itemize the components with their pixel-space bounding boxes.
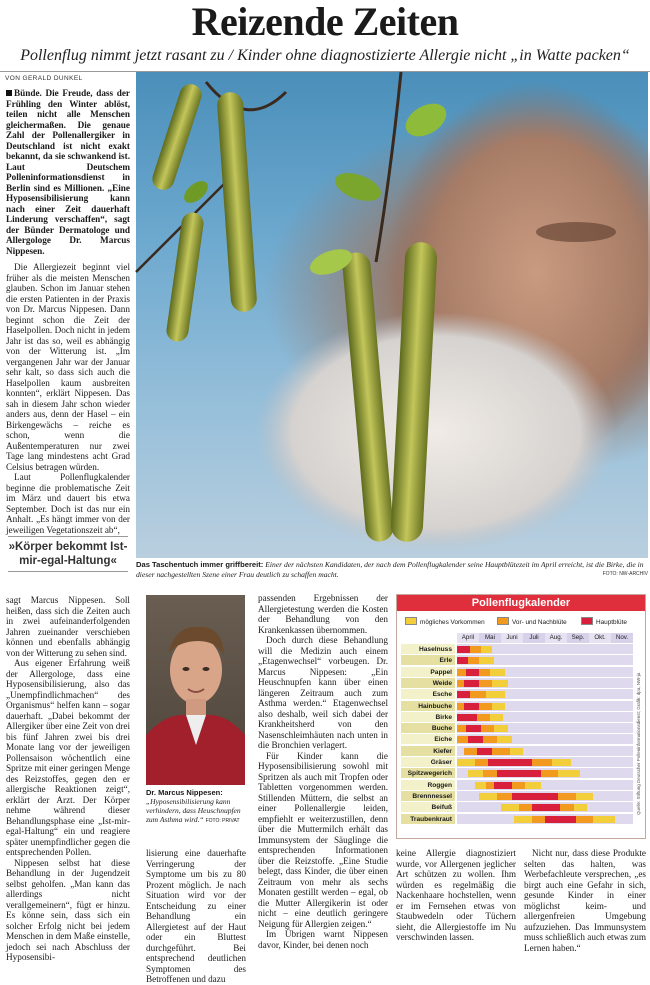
pollen-period-bar (488, 759, 532, 766)
plant-name: Roggen (401, 780, 455, 791)
pollen-period-bar (541, 770, 559, 777)
calendar-row (401, 814, 633, 825)
calendar-month-label: Nov. (611, 633, 633, 643)
pollen-period-bar (457, 646, 470, 653)
paragraph: Nicht nur, dass diese Produkte selten das halten, was Werbefachleute versprechen, „es birgt auch eine Gefahr in sich, gesunde Kinder in einer möglichst keim- und allergenfreien Umgebung aufzuziehen. Das Immunsystem muss schließlich auch etwas zum Lernen haben.“ (524, 848, 646, 953)
calendar-month-label: Juni (501, 633, 523, 643)
pollen-period-bar (560, 804, 573, 811)
calendar-track (457, 667, 633, 678)
calendar-row (401, 802, 633, 813)
pollen-period-bar (457, 725, 466, 732)
pollen-period-bar (457, 759, 475, 766)
column-1-bottom (6, 595, 130, 963)
legend-item: Vor- und Nachblüte (497, 617, 567, 627)
plant-name: Erle (401, 655, 455, 666)
square-marker-icon (6, 90, 12, 96)
pollen-period-bar (497, 793, 512, 800)
paragraph: Doch durch diese Behandlung will die Medizin auch einem „Etagenwechsel“ vorbeugen. Dr. Marcus Nippesen: „Ein Heuschnupfen kann über einen längeren Zeitraum auch zum Asthma werden.“ Etagenwechsel also deshalb, weil sich dabei der Krankheitsherd von den Nasenschleimhäuten nach unten in die Bronchien verlagert. (258, 635, 388, 750)
calendar-track (457, 723, 633, 734)
pull-quote: »Körper bekommt Ist-mir-egal-Haltung« (8, 536, 128, 572)
plant-name: Kiefer (401, 746, 455, 757)
calendar-row (401, 757, 633, 768)
pollen-period-bar (479, 669, 490, 676)
calendar-track (457, 712, 633, 723)
calendar-month-label: Juli (523, 633, 545, 643)
calendar-track (457, 689, 633, 700)
pollen-period-bar (492, 748, 510, 755)
legend-item: Hauptblüte (581, 617, 627, 627)
calendar-row (401, 723, 633, 734)
pollen-period-bar (532, 759, 552, 766)
legend-swatch (405, 617, 417, 625)
column-2-bottom (146, 848, 246, 985)
pollen-calendar (396, 594, 646, 839)
plant-name: Esche (401, 689, 455, 700)
pollen-period-bar (481, 646, 492, 653)
pollen-period-bar (574, 804, 587, 811)
plant-name: Traubenkraut (401, 814, 455, 825)
calendar-track (457, 734, 633, 745)
calendar-track (457, 768, 633, 779)
pollen-period-bar (470, 691, 485, 698)
pollen-period-bar (479, 657, 494, 664)
calendar-track (457, 746, 633, 757)
plant-name: Pappel (401, 667, 455, 678)
plant-name: Birke (401, 712, 455, 723)
pollen-period-bar (525, 782, 540, 789)
column-3 (258, 593, 388, 950)
paragraph: Für Kinder kann die Hyposensibilisierung sowohl mit Spritzen als auch mit Tropfen oder Tabletten vorgenommen werden. Stillenden Müttern, die selbst an einer Pollenallergie leiden, empfiehlt er weiterzustillen, denn über die Muttermilch erhält das Immunsystem der Säuglinge die entsprechenden Informationen über die Reizstoffe. „Eine Studie belegt, dass Kinder, die über einen Zeitraum von mehr als sechs Monaten gestillt werden – egal, ob die Mutter Allergikerin ist oder nicht – eine deutlich geringere Neigung für Allergien zeigen.“ (258, 750, 388, 929)
caption-body: Einer der nächsten Kandidaten, der nach dem Pollenflugkalender seine Hauptblütezeit im April erreicht, ist die Birke, die in dieser nachgestellten Szene einer Frau deutlich zu schaffen macht. (136, 560, 644, 579)
pollen-period-bar (457, 691, 470, 698)
plant-name: Beifuß (401, 802, 455, 813)
calendar-track (457, 791, 633, 802)
paragraph: Aus eigener Erfahrung weiß der Allergologe, dass eine Hyposensibilisierung, also das „Unempfindlichmachen“ des Organismus“ helfen kann – sogar dauerhaft. „Dabei bekommt der Allergiker über eine Zeit von drei bis fünf Jahren zwei bis drei Monate lang vor der jeweiligen Pollensaison wöchentlich eine Spritze mit einer geringen Menge des Reizstoffes, gegen den er allergische Reaktionen zeigt“, erklärt der Arzt. Der Körper nehme während dieser Behandlungsphase eine „Ist-mir-egal-Haltung“ ein und reagiere später unempfindlicher gegen die entsprechenden Pollen. (6, 658, 130, 857)
paragraph: sagt Marcus Nippesen. Soll heißen, dass sich die Zeiten auch in zwei aufeinanderfolgenden Jahren zueinander verschieben können und ebenfalls abhängig von der Witterung zu sehen sind. (6, 595, 130, 658)
plant-name: Spitzwegerich (401, 768, 455, 779)
birch-catkins-photo (136, 72, 648, 558)
calendar-track (457, 757, 633, 768)
pollen-period-bar (475, 759, 488, 766)
pollen-period-bar (479, 703, 492, 710)
pollen-period-bar (492, 680, 507, 687)
portrait-illustration (146, 595, 245, 785)
legend-item: mögliches Vorkommen (405, 617, 485, 627)
pollen-period-bar (457, 714, 477, 721)
calendar-row (401, 712, 633, 723)
pollen-period-bar (545, 816, 576, 823)
pollen-period-bar (466, 669, 479, 676)
pollen-period-bar (468, 770, 483, 777)
pollen-period-bar (457, 657, 468, 664)
paragraph: keine Allergie diagnostiziert wurde, vor Allergenen jeglicher Art schützen zu wollen. Ihm würden es regelmäßig die Nackenhaare hochstellen, wenn er im Fernsehen etwas von Staubwedeln oder Tüchern sieht, die Allergiestoffe im Nu verschwinden lassen. (396, 848, 516, 942)
pollen-period-bar (512, 782, 525, 789)
pollen-period-bar (558, 793, 576, 800)
calendar-row (401, 768, 633, 779)
pollen-period-bar (494, 782, 512, 789)
photo-caption (136, 560, 648, 580)
pollen-period-bar (593, 816, 615, 823)
paragraph: Nippesen selbst hat diese Behandlung in der Jugendzeit selbst geholfen. „Man kann das allerdings nicht verallgemeinern“, fügt er hinzu. Es könne sein, dass sich ein solcher Erfolg nicht bei jedem Menschen in dem Maße einstelle, jedoch sei nach Abschluss der Hyposensibi- (6, 857, 130, 962)
calendar-track (457, 814, 633, 825)
pollen-period-bar (492, 703, 505, 710)
calendar-month-label: Sep. (567, 633, 589, 643)
paragraph: passenden Ergebnissen der Allergietestung werden die Kosten der Behandlung von den Krankenkassen übernommen. (258, 593, 388, 635)
legend-swatch (497, 617, 509, 625)
pollen-period-bar (497, 736, 512, 743)
pollen-period-bar (481, 725, 494, 732)
paragraph: Im Übrigen warnt Nippesen davor, Kinder, bei denen noch (258, 929, 388, 950)
pollen-period-bar (576, 793, 594, 800)
birch-catkins-illustration (136, 72, 648, 558)
pollen-period-bar (494, 725, 507, 732)
photo-credit: FOTO: NW-ARCHIV (602, 571, 648, 577)
byline: VON GERALD DUNKEL (5, 75, 83, 82)
calendar-track (457, 780, 633, 791)
portrait-quote: „Hyposensibilisierung kann verhindern, dass Heuschnupfen zum Asthma wird.“ (146, 797, 241, 824)
pollen-period-bar (479, 793, 497, 800)
pollen-period-bar (468, 657, 479, 664)
pollen-period-bar (514, 816, 532, 823)
pollen-period-bar (501, 804, 519, 811)
portrait-credit: FOTO: PRIVAT (205, 818, 240, 824)
paragraph: Laut Pollenflugkalender beginne die problematische Zeit im März und dauert bis etwa September. Doch ist das nur ein Anhalt. „Es hängt immer von der jeweiligen Vegetationszeit ab“, (6, 472, 130, 535)
calendar-row (401, 746, 633, 757)
calendar-row (401, 701, 633, 712)
pollen-period-bar (464, 680, 479, 687)
portrait-caption (146, 788, 246, 826)
calendar-legend (401, 615, 643, 629)
plant-name: Weide (401, 678, 455, 689)
pollen-period-bar (552, 759, 572, 766)
pollen-period-bar (477, 714, 490, 721)
pollen-period-bar (576, 816, 594, 823)
pollen-period-bar (486, 782, 495, 789)
pollen-period-bar (470, 646, 481, 653)
calendar-row (401, 678, 633, 689)
plant-name: Haselnuss (401, 644, 455, 655)
calendar-row (401, 780, 633, 791)
pollen-period-bar (464, 748, 477, 755)
calendar-track (457, 678, 633, 689)
pollen-period-bar (468, 736, 483, 743)
paragraph: Die Allergiezeit beginnt viel früher als die meisten Menschen glauben. Schon im Januar stehen die ersten Patienten in der Praxis von Dr. Marcus Nippesen. Dann beginnt schon die Zeit der Haselpollen. Doch nicht in jedem Jahr ist das so, weil es abhängig von der Witterung ist. „Im vergangenen Jahr war der Januar sehr kalt, so dass sich auch die Haselpollen kaum ausbreiten konnten“, erklärt Nippesen. Das sah in diesem Jahr schon wieder anders aus, denn der Hasel – ein Birkengewächs – reiche es schon, wenn die Außentemperaturen nur zwei Tage lang mindestens acht Grad Celsius betragen würden. (6, 262, 130, 472)
calendar-row (401, 689, 633, 700)
lead-paragraph: Bünde. Die Freude, dass der Frühling den Winter ablöst, teilen nicht alle Menschen gleichermaßen. Die genaue Zahl der Pollenallergiker in Deutschland ist nicht exakt bekannt, da sie schwankend ist. Laut Deutschem Polleninformationsdienst in Berlin sind es Millionen. „Eine Hyposensibilisierung kann nach einer Zeit dauerhaft Linderung verschaffen“, sagt der Bünder Dermatologe und Allergologe Dr. Marcus Nippesen. (6, 88, 130, 256)
pollen-period-bar (479, 680, 492, 687)
calendar-row (401, 667, 633, 678)
pollen-period-bar (512, 793, 558, 800)
calendar-title: Pollenflugkalender (397, 595, 645, 611)
pollen-period-bar (457, 703, 464, 710)
pollen-period-bar (532, 816, 545, 823)
calendar-track (457, 655, 633, 666)
plant-name: Hainbuche (401, 701, 455, 712)
column-5-bottom (524, 848, 646, 953)
plant-name: Buche (401, 723, 455, 734)
column-4-bottom (396, 848, 516, 943)
pollen-period-bar (464, 703, 479, 710)
pollen-period-bar (477, 748, 492, 755)
pollen-period-bar (558, 770, 580, 777)
portrait-name: Dr. Marcus Nippesen: (146, 788, 223, 797)
pollen-period-bar (483, 736, 496, 743)
pollen-period-bar (457, 669, 466, 676)
calendar-month-label: Mai (479, 633, 501, 643)
pollen-period-bar (457, 680, 464, 687)
calendar-month-label: Aug. (545, 633, 567, 643)
calendar-source: Quelle: Stiftung Deutscher Polleninformationsdienst; Grafik: dpa, NW-ja (636, 672, 641, 815)
pollen-period-bar (475, 782, 486, 789)
pollen-period-bar (457, 736, 468, 743)
pollen-period-bar (490, 714, 503, 721)
calendar-row (401, 655, 633, 666)
calendar-row (401, 644, 633, 655)
calendar-track (457, 701, 633, 712)
plant-name: Gräser (401, 757, 455, 768)
pollen-period-bar (532, 804, 561, 811)
plant-name: Brennnessel (401, 791, 455, 802)
headline: Reizende Zeiten (191, 0, 459, 44)
pollen-period-bar (486, 691, 506, 698)
column-1 (6, 88, 130, 535)
calendar-track (457, 802, 633, 813)
pollen-period-bar (519, 804, 532, 811)
calendar-row (401, 734, 633, 745)
pollen-period-bar (490, 669, 505, 676)
subheadline: Pollenflug nimmt jetzt rasant zu / Kinder ohne diagnostizierte Allergie nicht „in Watte packen“ (20, 47, 630, 64)
pollen-period-bar (483, 770, 496, 777)
pollen-period-bar (497, 770, 541, 777)
plant-name: Eiche (401, 734, 455, 745)
calendar-month-label: Okt. (589, 633, 611, 643)
pollen-period-bar (466, 725, 481, 732)
calendar-row (401, 791, 633, 802)
paragraph: lisierung eine dauerhafte Verringerung der Symptome um bis zu 80 Prozent möglich. Je nach Situation wird vor der Entscheidung zu einer Behandlung ein Allergietest auf der Haut oder ein Bluttest durchgeführt. Bei entsprechend deutlichen Symptomen des Betroffenen und dazu (146, 848, 246, 984)
portrait-photo (146, 595, 245, 785)
legend-swatch (581, 617, 593, 625)
caption-lead: Das Taschentuch immer griffbereit: (136, 560, 264, 569)
calendar-track (457, 644, 633, 655)
calendar-month-label: April (457, 633, 479, 643)
pollen-period-bar (510, 748, 523, 755)
